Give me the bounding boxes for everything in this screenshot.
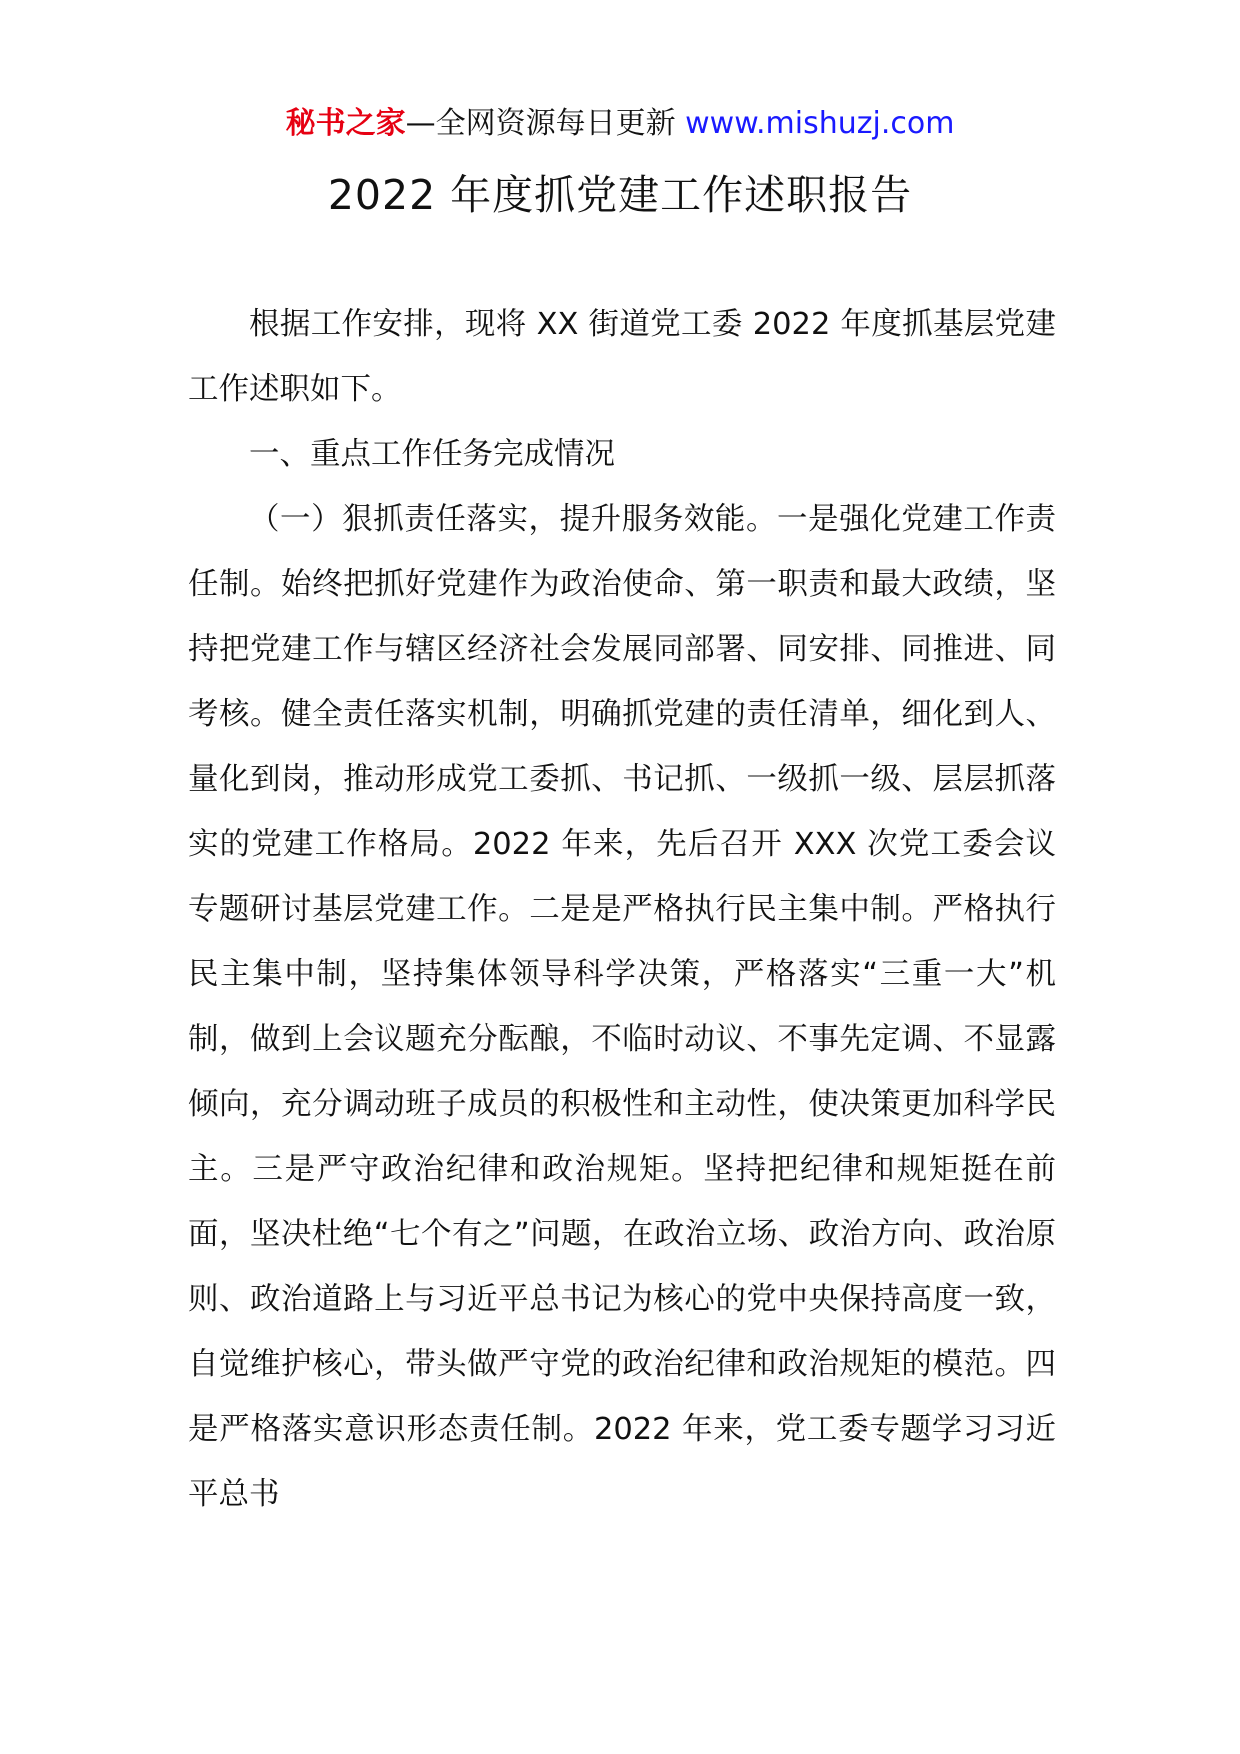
section-heading: 一、重点工作任务完成情况 xyxy=(249,437,615,472)
body-paragraph: （一）狠抓责任落实，提升服务效能。一是强化党建工作责任制。始终把抓好党建作为政治使命、第一职责和最大政绩，坚持把党建工作与辖区经济社会发展同部署、同安排、同推进、同考核。健全责任落实机制，明确抓党建的责任清单，细化到人、量化到岗，推动形成党工委抓、书记抓、一级抓一级、层层抓落实的党建工作格局。2022 年来，先后召开 XXX 次党工委会议专题研讨基层党建工作。二是是严格执行民主集中制。严格执行民主集中制，坚持集体领导科学决策，严格落实“三重一大”机制，做到上会议题充分酝酿，不临时动议、不事先定调、不显露倾向，充分调动班子成员的积极性和主动性，使决策更加科学民主。三是严守政治纪律和政治规矩。坚持把纪律和规矩挺在前面，坚决杜绝“七个有之”问题，在政治立场、政治方向、政治原则、政治道路上与习近平总书记为核心的党中央保持高度一致，自觉维护核心，带头做严守党的政治纪律和政治规矩的模范。四是严格落实意识形态责任制。2022 年来，党工委专题学习习近平总书 xyxy=(188,502,1056,1512)
brand-name: 秘书之家 xyxy=(285,106,406,141)
site-header xyxy=(0,104,1240,144)
intro-paragraph: 根据工作安排，现将 XX 街道党工委 2022 年度抓基层党建工作述职如下。 xyxy=(188,307,1056,407)
header-slogan: —全网资源每日更新 xyxy=(405,106,676,141)
document-body xyxy=(188,292,1056,1527)
site-url-link[interactable]: www.mishuzj.com xyxy=(685,106,955,141)
document-title: 2022 年度抓党建工作述职报告 xyxy=(327,171,913,219)
